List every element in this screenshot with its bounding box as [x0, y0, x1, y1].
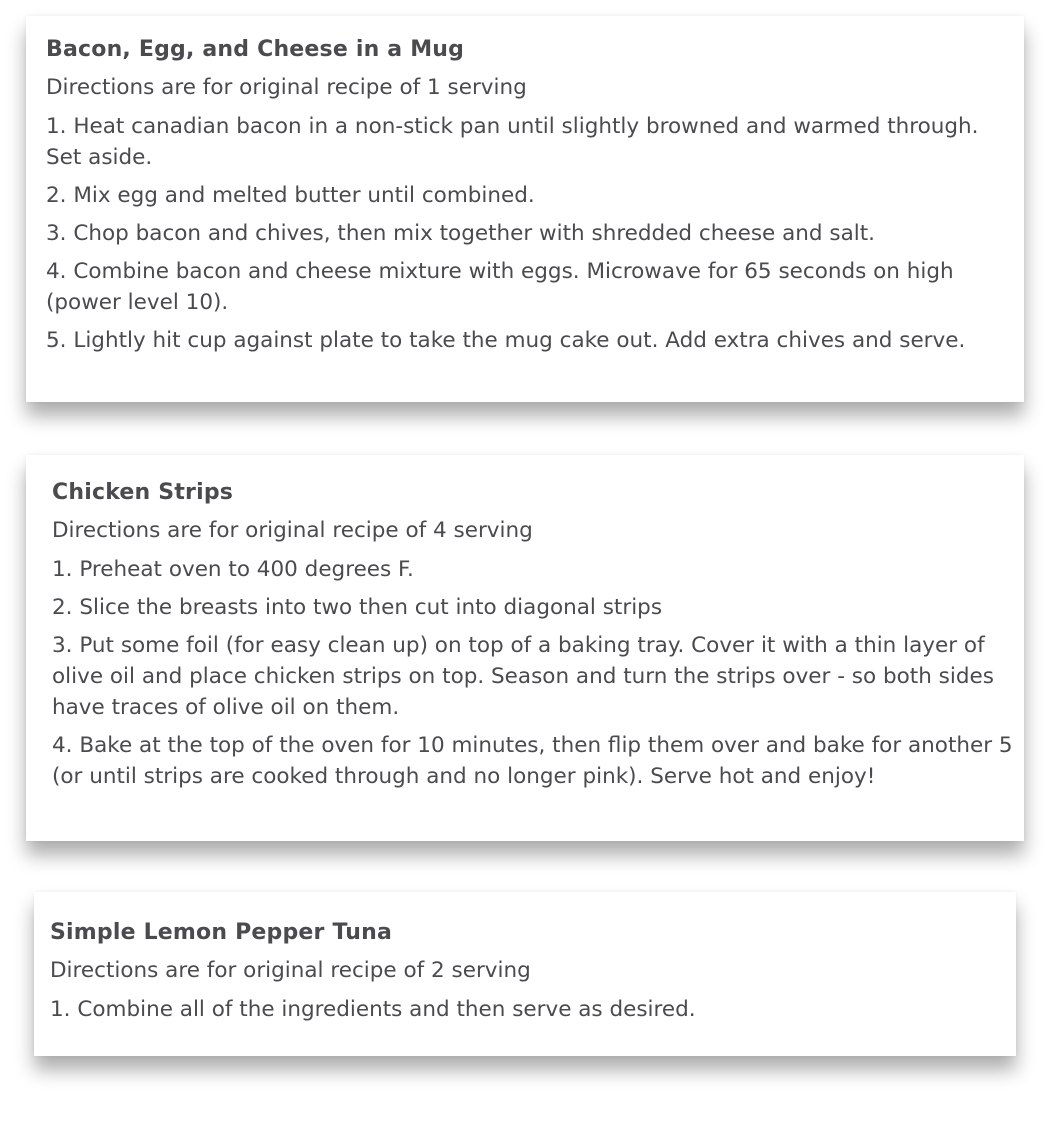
recipe-step-1: 1. Heat canadian bacon in a non-stick pan until slightly browned and warmed through. Set aside.: [46, 114, 979, 170]
recipe-step-4: 4. Bake at the top of the oven for 10 minutes, then flip them over and bake for another 5 (or until strips are cooked through and no longer pink). Serve hot and enjoy!: [52, 733, 1013, 789]
recipe-servings: Directions are for original recipe of 1 serving: [46, 75, 527, 100]
recipe-step-4: 4. Combine bacon and cheese mixture with eggs. Microwave for 65 seconds on high (power level 10).: [46, 259, 954, 315]
recipe-title: Simple Lemon Pepper Tuna: [50, 920, 393, 945]
recipe-title: Chicken Strips: [52, 480, 234, 505]
recipe-servings: Directions are for original recipe of 2 serving: [50, 958, 531, 983]
recipe-step-1: 1. Combine all of the ingredients and then serve as desired.: [50, 997, 696, 1022]
recipe-card-lemon-pepper-tuna: [34, 892, 1016, 1056]
recipe-step-3: 3. Put some foil (for easy clean up) on top of a baking tray. Cover it with a thin layer of olive oil and place chicken strips on top. Season and turn the strips over - so both sides have traces of olive oil on them.: [52, 633, 994, 720]
recipe-step-1: 1. Preheat oven to 400 degrees F.: [52, 557, 414, 582]
recipe-step-2: 2. Slice the breasts into two then cut into diagonal strips: [52, 595, 663, 620]
recipe-step-5: 5. Lightly hit cup against plate to take the mug cake out. Add extra chives and serve.: [46, 328, 966, 353]
recipe-servings: Directions are for original recipe of 4 serving: [52, 518, 533, 543]
recipe-card-chicken-strips: [26, 455, 1024, 841]
recipe-step-3: 3. Chop bacon and chives, then mix together with shredded cheese and salt.: [46, 221, 875, 246]
recipe-card-bacon-egg-cheese: [26, 16, 1024, 402]
recipe-title: Bacon, Egg, and Cheese in a Mug: [46, 37, 465, 62]
recipe-step-2: 2. Mix egg and melted butter until combined.: [46, 183, 535, 208]
